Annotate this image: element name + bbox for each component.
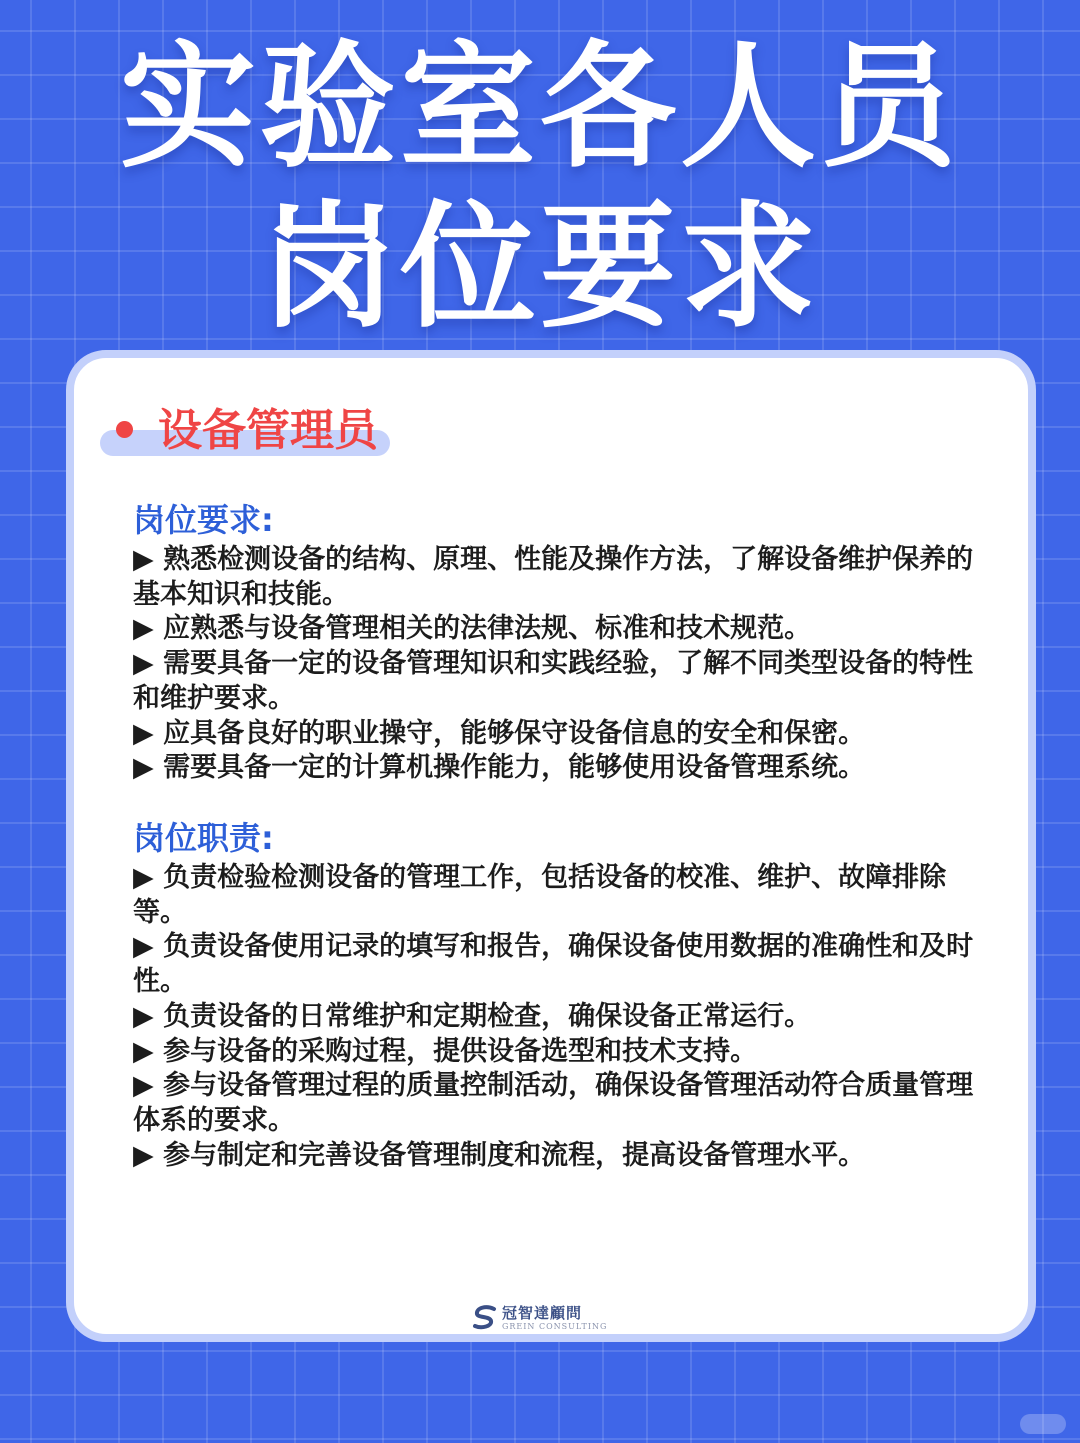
requirement-item: ▶ 需要具备一定的计算机操作能力，能够使用设备管理系统。 xyxy=(133,752,866,784)
duty-item: ▶ 参与设备的采购过程，提供设备选型和技术支持。 xyxy=(133,1035,758,1067)
requirements-section xyxy=(133,500,975,786)
bullet-dot-icon xyxy=(116,421,133,438)
logo-subtitle: GREIN CONSULTING xyxy=(502,1322,608,1331)
duty-item: ▶ 参与制定和完善设备管理制度和流程，提高设备管理水平。 xyxy=(133,1139,866,1171)
page-title-line-2: 岗位要求 xyxy=(260,189,820,347)
duty-item: ▶ 负责检验检测设备的管理工作，包括设备的校准、维护、故障排除等。 xyxy=(133,862,947,928)
watermark-badge xyxy=(1020,1414,1066,1434)
duties-section xyxy=(133,818,975,1173)
requirement-item: ▶ 应具备良好的职业操守，能够保守设备信息的安全和保密。 xyxy=(133,717,866,749)
logo-name: 冠智達顧問 xyxy=(502,1304,583,1322)
duty-item: ▶ 负责设备使用记录的填写和报告，确保设备使用数据的准确性和及时性。 xyxy=(133,931,974,998)
duty-item: ▶ 参与设备管理过程的质量控制活动，确保设备管理活动符合质量管理体系的要求。 xyxy=(133,1070,974,1136)
duties-heading: 岗位职责: xyxy=(133,819,274,857)
requirement-item: ▶ 熟悉检测设备的结构、原理、性能及操作方法，了解设备维护保养的基本知识和技能。 xyxy=(133,544,974,610)
duty-item: ▶ 负责设备的日常维护和定期检查，确保设备正常运行。 xyxy=(133,1000,812,1032)
role-name: 设备管理员 xyxy=(158,405,378,456)
requirement-item: ▶ 应熟悉与设备管理相关的法律法规、标准和技术规范。 xyxy=(133,613,812,645)
page-title-line-1: 实验室各人员 xyxy=(120,29,960,187)
requirement-item: ▶ 需要具备一定的设备管理知识和实践经验，了解不同类型设备的特性和维护要求。 xyxy=(133,648,974,714)
logo-mark-icon xyxy=(472,1304,498,1332)
requirements-heading: 岗位要求: xyxy=(133,501,274,539)
